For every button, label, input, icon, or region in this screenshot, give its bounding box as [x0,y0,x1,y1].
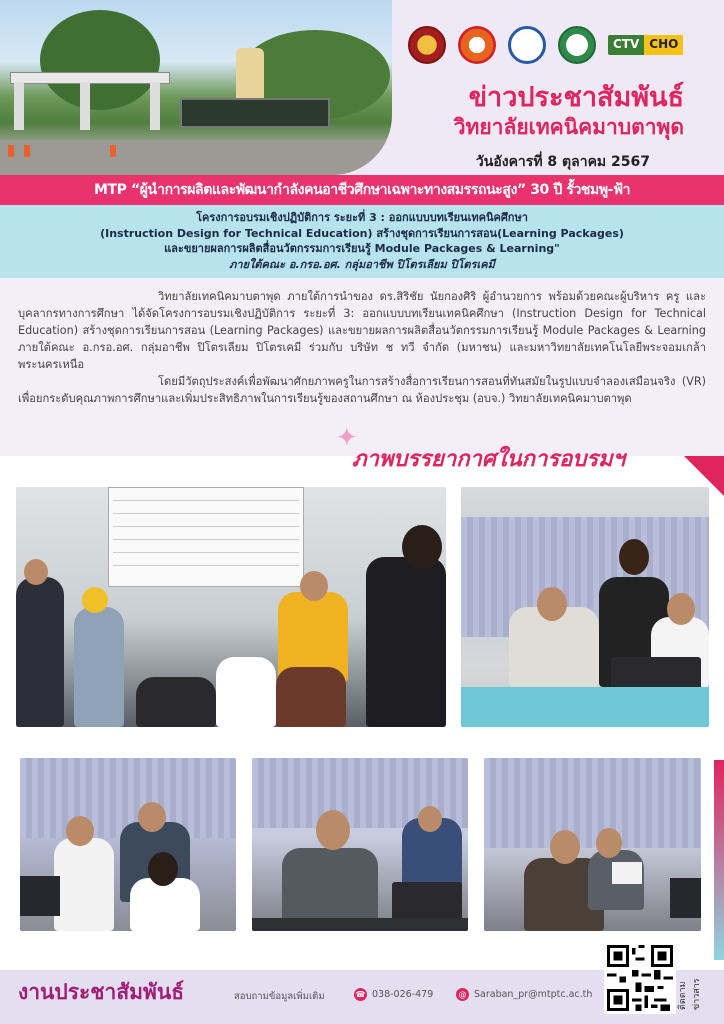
person-head [148,852,178,886]
participant-speaking-photo [252,758,468,931]
person-shape [276,667,346,727]
person-head [667,593,695,625]
person-head [316,810,350,850]
news-body [18,288,706,407]
college-name: วิทยาลัยเทคนิคมาบตาพุด [453,115,684,139]
footer-email[interactable]: Saraban_pr@mtptc.ac.th [474,989,593,1000]
project-box [0,205,724,278]
slogan-banner: MTP “ผู้นำการผลิตและพัฒนากำลังคนอาชีวศึกษาเฉพาะทางสมรรถนะสูง” 30 ปี รั้วชมพู-ฟ้า [0,175,724,205]
laptop-icon [670,878,701,918]
ctv-cho-logo [608,35,698,55]
college-sign [180,98,330,128]
headline [454,82,684,140]
project-line-2: (Instruction Design for Technical Education) สร้างชุดการเรียนการสอน(Learning Packages) [100,226,624,240]
ctv-logo-text: CTV [608,35,644,55]
person-head [550,830,580,864]
traffic-cone-icon [24,145,30,157]
person-head [66,816,94,846]
table-shape [252,918,468,931]
person-head [300,571,328,601]
participants-discussion-photo [484,758,701,931]
sparkle-icon: ✦ [336,423,358,453]
person-head [537,587,567,621]
footer-phone[interactable]: 038-026-479 [372,989,434,1000]
person-shape [54,838,114,931]
project-line-1: โครงการอบรมเชิงปฏิบัติการ ระยะที่ 3 : ออกแบบบทเรียนเทคนิคศึกษา [196,211,528,224]
traffic-cone-icon [110,145,116,157]
person-head [418,806,442,832]
page-title: ข่าวประชาสัมพันธ์ [468,82,684,113]
person-head [619,539,649,575]
speaker-at-table-photo [461,487,709,727]
gate-post [14,82,24,130]
cho-logo-text: CHO [644,35,683,55]
tree-shape [40,10,160,110]
training-room-presentation-photo [16,487,446,727]
person-shape [16,577,64,727]
person-head [138,802,166,832]
person-head [24,559,48,585]
person-shape [130,878,200,931]
person-head [596,828,622,858]
college-gate-photo [0,0,392,175]
gate-canopy [10,72,170,84]
logo-row [408,26,698,64]
body-paragraph-1: วิทยาลัยเทคนิคมาบตาพุด ภายใต้การนำของ ดร.สิริชัย นัยกองศิริ ผู้อำนวยการ พร้อมด้วยคณะผู้บริหาร ครู และบุคลากรทางการศึกษา ได้จัดโครงการอบรมเชิงปฏิบัติการ ระยะที่ 3: ออกแบบบทเรียนเทคนิคศึกษา (Instruction Design for Technical Education) สร้างชุดการเรียนการสอน (Learning Packages) และขยายผลการผลิตสื่อนวัตกรรมการเรียนรู้ Module Packages & Learning ภายใต้คณะ อ.กรอ.อศ. กลุ่มอาชีพ ปิโตรเลียม ปิโตรเคมี ร่วมกับ บริษัท ช ทวี จำกัด (มหาชน) และมหาวิทยาลัยเทคโนโลยีพระจอมเกล้าพระนครเหนือ [18,290,706,371]
project-line-3: และขยายผลการผลิตสื่อนวัตกรรมการเรียนรู้ Module Packages & Learning" [164,242,560,255]
participants-with-laptops-photo [20,758,236,931]
paper-shape [612,862,642,884]
qr-code-icon[interactable] [604,942,676,1014]
person-shape [366,557,446,727]
gate-post [80,82,90,130]
traffic-cone-icon [8,145,14,157]
email-icon: @ [456,988,469,1001]
ministry-logo-icon [508,26,546,64]
person-shape [74,607,124,727]
phone-icon: ☎ [355,990,366,999]
footer-department: งานประชาสัมพันธ์ [18,980,185,1004]
org-seal-icon [408,26,446,64]
news-date: วันอังคารที่ 8 ตุลาคม 2567 [475,154,650,170]
gate-post [150,82,160,130]
hardhat-icon [82,587,108,613]
laptop-icon [20,876,60,916]
gallery-title: ภาพบรรยากาศในการอบรมฯ [352,447,625,472]
person-shape [136,677,216,727]
laptop-icon [392,882,462,922]
project-line-4: ภายใต้คณะ อ.กรอ.อศ. กลุ่มอาชีพ ปิโตรเลียม ปิโตรเคมี [229,257,495,271]
monument-shape [236,48,264,100]
projector-screen [108,487,304,587]
body-paragraph-2: โดยมีวัตถุประสงค์เพื่อพัฒนาศักยภาพครูในการสร้างสื่อการเรียนการสอนที่ทันสมัยในรูปแบบจำลองเสมือนจริง (VR) เพื่อยกระดับคุณภาพการศึกษาและเพิ่มประสิทธิภาพในการเรียนรู้ของสถานศึกษา ณ ห้องประชุม (อบจ.) วิทยาลัยเทคนิคมาบตาพุด [18,375,706,405]
road-shape [0,140,392,175]
qr-label: ติดตามข่าวสาร [678,978,702,1010]
curtain-shape [484,758,701,848]
side-stripe-decoration [714,760,724,960]
org-emblem-icon [458,26,496,64]
person-shape [216,657,276,727]
table-shape [461,687,709,727]
institute-seal-icon [558,26,596,64]
person-head [402,525,442,569]
footer-more-info: สอบถามข้อมูลเพิ่มเติม [234,991,325,1002]
